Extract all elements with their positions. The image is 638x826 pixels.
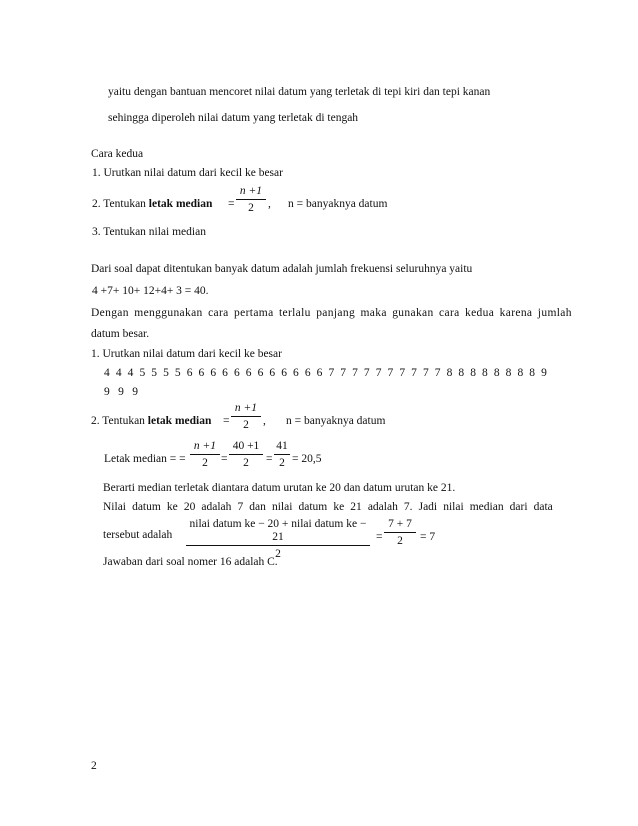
- nilai-line-text: Nilai datum ke 20 adalah 7 dan nilai datum ke 21 adalah 7. Jadi nilai median dari data: [103, 501, 553, 513]
- data-value: 8: [458, 367, 465, 379]
- data-value: 6: [233, 367, 240, 379]
- data-value: 8: [446, 367, 453, 379]
- data-value: 9: [541, 367, 547, 379]
- data-value: 7: [340, 367, 346, 379]
- solution-comma: ,: [263, 415, 266, 427]
- median-sum-bar: [384, 532, 416, 533]
- median-sum-denominator: 2: [397, 535, 403, 547]
- median-fraction-bar: [186, 545, 370, 546]
- data-value: 6: [198, 367, 205, 379]
- data-value: 9: [118, 386, 124, 398]
- data-values-row-1: [104, 366, 547, 380]
- letak-fraction-1-numerator: n +1: [193, 440, 217, 452]
- data-value: 6: [281, 367, 287, 379]
- solution-fraction: [231, 402, 261, 432]
- data-value: 6: [210, 367, 217, 379]
- data-value: 5: [139, 367, 146, 379]
- data-value: 8: [517, 367, 524, 379]
- data-value: 7: [375, 367, 382, 379]
- median-equals: =: [376, 531, 383, 543]
- method-fraction-numerator: n +1: [239, 185, 263, 197]
- solution-step-1: 1. Urutkan nilai datum dari kecil ke besar: [91, 348, 282, 360]
- solution-equals: =: [223, 415, 230, 427]
- data-value: 8: [470, 367, 476, 379]
- median-fraction-numerator: nilai datum ke − 20 + nilai datum ke − 21: [189, 518, 367, 543]
- data-value: 6: [186, 367, 193, 379]
- data-value: 7: [411, 367, 417, 379]
- data-value: 6: [257, 367, 264, 379]
- data-value: 6: [293, 367, 299, 379]
- tersebut-label: tersebut adalah: [103, 529, 173, 541]
- data-value: 4: [104, 367, 110, 379]
- data-value: 4: [115, 367, 122, 379]
- method-n-definition: n = banyaknya datum: [288, 198, 388, 210]
- letak-median-label: Letak median = =: [104, 453, 186, 465]
- data-value: 9: [132, 386, 138, 398]
- letak-fraction-3: [274, 440, 290, 470]
- data-value: 8: [529, 367, 535, 379]
- letak-fraction-2-numerator: 40 +1: [232, 440, 260, 452]
- solution-n-definition: n = banyaknya datum: [286, 415, 386, 427]
- data-value: 8: [505, 367, 512, 379]
- method-equals: =: [228, 198, 235, 210]
- method-fraction-bar: [236, 199, 266, 200]
- answer-line: Jawaban dari soal nomer 16 adalah C.: [103, 556, 278, 568]
- data-value: 9: [104, 386, 110, 398]
- method-fraction: [236, 185, 266, 215]
- data-value: 6: [304, 367, 311, 379]
- median-sum-numerator: 7 + 7: [388, 518, 412, 530]
- data-value: 6: [316, 367, 323, 379]
- data-value: 7: [422, 367, 429, 379]
- median-fraction-denominator: 2: [275, 548, 281, 560]
- letak-fraction-1-denominator: 2: [202, 457, 208, 469]
- letak-fraction-2-denominator: 2: [243, 457, 249, 469]
- letak-fraction-1: [190, 440, 220, 470]
- solution-fraction-bar: [231, 416, 261, 417]
- method-heading: Cara kedua: [91, 148, 144, 160]
- data-value: 6: [245, 367, 252, 379]
- data-value: 5: [174, 367, 181, 379]
- problem-line-1: Dari soal dapat ditentukan banyak datum adalah jumlah frekuensi seluruhnya yaitu: [91, 263, 473, 275]
- median-final-value: = 7: [420, 531, 436, 543]
- letak-median-result: = 20,5: [292, 453, 322, 465]
- intro-line-2: sehingga diperoleh nilai datum yang terletak di tengah: [108, 112, 359, 124]
- problem-line-2: 4 +7+ 10+ 12+4+ 3 = 40.: [92, 285, 209, 297]
- method-step-2: [92, 197, 212, 211]
- data-value: 7: [387, 367, 394, 379]
- solution-step-2: [91, 414, 211, 428]
- method-step-2-bold: letak median: [148, 198, 213, 210]
- data-value: 7: [399, 367, 406, 379]
- data-value: 7: [434, 367, 441, 379]
- page-number: 2: [91, 760, 97, 772]
- solution-step-2-prefix: 2. Tentukan: [91, 415, 148, 427]
- letak-equals-1: =: [221, 453, 228, 465]
- method-comma: ,: [268, 198, 271, 210]
- data-value: 6: [222, 367, 228, 379]
- data-value: 7: [352, 367, 358, 379]
- problem-line-4: datum besar.: [91, 328, 150, 340]
- data-value: 4: [127, 367, 134, 379]
- letak-fraction-2-bar: [229, 454, 263, 455]
- letak-equals-2: =: [266, 453, 273, 465]
- method-step-2-prefix: 2. Tentukan: [92, 198, 149, 210]
- data-value: 6: [269, 367, 276, 379]
- solution-step-2-bold: letak median: [147, 415, 212, 427]
- method-step-1: 1. Urutkan nilai datum dari kecil ke besar: [92, 167, 283, 179]
- data-value: 5: [151, 367, 157, 379]
- berarti-line: Berarti median terletak diantara datum urutan ke 20 dan datum urutan ke 21.: [103, 482, 456, 494]
- letak-fraction-3-bar: [274, 454, 290, 455]
- data-value: 8: [482, 367, 488, 379]
- problem-line-3-text: Dengan menggunakan cara pertama terlalu panjang maka gunakan cara kedua karena jumlah: [91, 307, 572, 319]
- data-values-row-2: [104, 385, 138, 399]
- data-value: 8: [493, 367, 500, 379]
- letak-fraction-2: [229, 440, 263, 470]
- letak-fraction-1-bar: [190, 454, 220, 455]
- solution-fraction-numerator: n +1: [234, 402, 258, 414]
- median-sum-fraction: [384, 518, 416, 548]
- problem-line-3: [91, 306, 572, 320]
- data-value: 7: [328, 367, 335, 379]
- letak-fraction-3-numerator: 41: [276, 440, 288, 452]
- nilai-line: [103, 500, 553, 514]
- method-step-3: 3. Tentukan nilai median: [92, 226, 206, 238]
- data-value: 7: [363, 367, 370, 379]
- method-fraction-denominator: 2: [248, 202, 254, 214]
- data-value: 5: [163, 367, 169, 379]
- letak-fraction-3-denominator: 2: [279, 457, 285, 469]
- intro-line-1: yaitu dengan bantuan mencoret nilai datum yang terletak di tepi kiri dan tepi kanan: [108, 86, 491, 98]
- solution-fraction-denominator: 2: [243, 419, 249, 431]
